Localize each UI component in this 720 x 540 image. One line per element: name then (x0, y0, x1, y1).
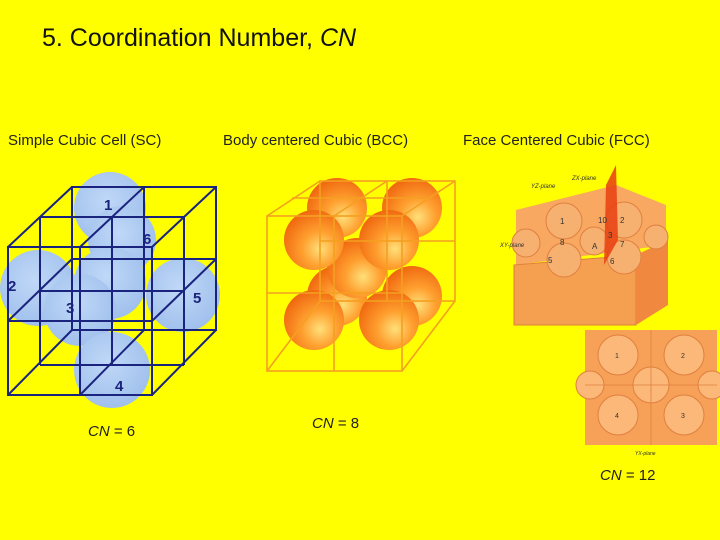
fcc-cn-value: = 12 (621, 467, 656, 484)
title-cn-em: CN (319, 24, 357, 52)
fcc-atom-6: 6 (610, 257, 615, 266)
fcc-atom-8: 8 (560, 238, 565, 247)
sc-heading: Simple Cubic Cell (SC) (8, 132, 162, 149)
sc-cube-edges (8, 187, 216, 395)
title-text: 5. Coordination Number, (42, 24, 320, 52)
bcc-diagram (262, 178, 462, 378)
sc-label-1: 1 (104, 197, 113, 214)
fcc-heading: Face Centered Cubic (FCC) (463, 132, 650, 149)
fcc-upper-diagram (496, 165, 686, 335)
fcc-atom-7: 7 (620, 240, 625, 249)
sc-label-6: 6 (143, 231, 152, 248)
sc-label-2: 2 (8, 278, 17, 295)
bcc-atom-front-br (359, 290, 419, 350)
fcc-plane-xy: XY-plane (500, 243, 525, 249)
sc-diagram (0, 165, 230, 415)
fcc-atom-3: 3 (608, 231, 613, 240)
fcc-atom-a: A (592, 242, 598, 251)
bcc-atom-front-tl (284, 210, 344, 270)
bcc-heading: Body centered Cubic (BCC) (223, 132, 409, 149)
bcc-atom-front-tr (359, 210, 419, 270)
fcc-plane-yx: YX-plane (635, 451, 656, 457)
sc-cn-value: = 6 (109, 423, 136, 440)
fcc-lower-4: 4 (615, 413, 619, 420)
bcc-cn-label (312, 415, 359, 432)
fcc-plane-yz: YZ-plane (531, 184, 556, 190)
fcc-lower-1: 1 (615, 353, 619, 360)
fcc-cn-em: CN (600, 467, 622, 484)
slide-title (42, 24, 356, 53)
fcc-atom-1: 1 (560, 217, 565, 226)
fcc-atom-2: 2 (620, 216, 625, 225)
sc-cn-label (88, 423, 135, 440)
bcc-cn-em: CN (312, 415, 334, 432)
bcc-atom-front-bl (284, 290, 344, 350)
fcc-atom-5: 5 (548, 256, 553, 265)
fcc-plane-zx: ZX-plane (572, 176, 597, 182)
fcc-atom-10: 10 (598, 216, 607, 225)
sc-label-3: 3 (66, 300, 75, 317)
bcc-cn-value: = 8 (333, 415, 360, 432)
fcc-lower-diagram (585, 330, 717, 460)
sc-cn-em: CN (88, 423, 110, 440)
fcc-cn-label (600, 467, 655, 484)
sc-label-4: 4 (115, 378, 124, 395)
fcc-lower-2: 2 (681, 353, 685, 360)
fcc-lower-3: 3 (681, 413, 685, 420)
sc-label-5: 5 (193, 290, 202, 307)
